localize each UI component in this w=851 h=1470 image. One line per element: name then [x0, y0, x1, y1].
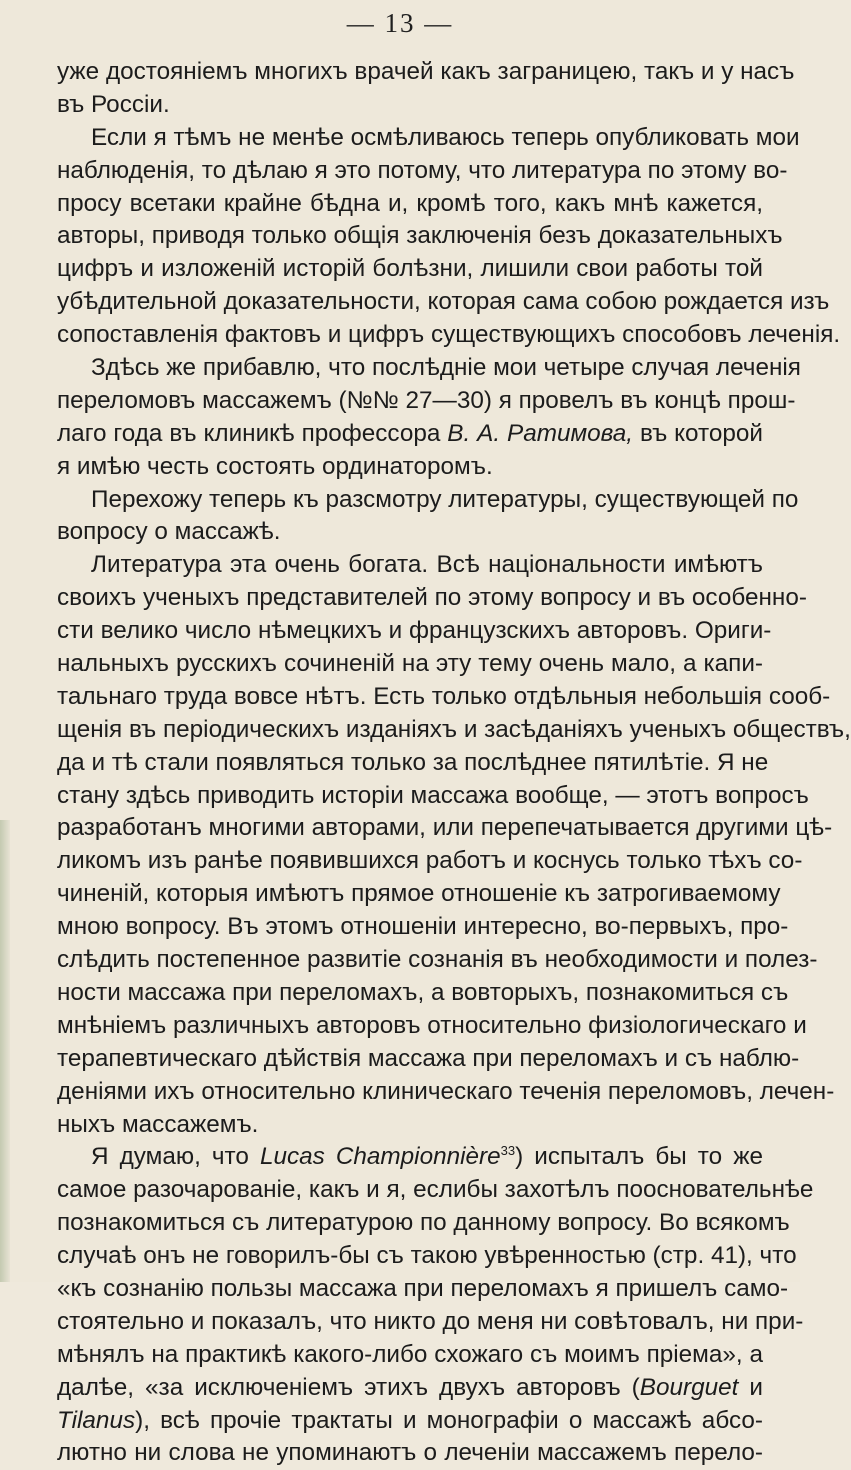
- text-line: Здѣсь же прибавлю, что послѣдніе мои четыре случая леченія: [91, 354, 801, 382]
- text-line: лютно ни слова не упоминаютъ о леченіи массажемъ перело-: [57, 1439, 763, 1467]
- text-line: щенія въ періодическихъ изданіяхъ и засѣданіяхъ ученыхъ обществъ,: [57, 715, 851, 743]
- text-line: терапевтическаго дѣйствія массажа при переломахъ и съ наблю-: [57, 1044, 800, 1072]
- text-line: Если я тѣмъ не менѣе осмѣливаюсь теперь опубликовать мои: [91, 123, 800, 151]
- text-line: мнѣніемъ различныхъ авторовъ относительно физіологическаго и: [57, 1011, 807, 1039]
- text-line: случаѣ онъ не говорилъ-бы съ такою увѣренностью (стр. 41), что: [57, 1242, 797, 1270]
- text-line: ликомъ изъ ранѣе появившихся работъ и коснусь только тѣхъ со-: [57, 847, 803, 875]
- italic-name: В. А. Ратимова,: [447, 419, 634, 447]
- text-segment: далѣе, «за исключеніемъ этихъ двухъ авторовъ (: [57, 1373, 640, 1401]
- text-line: стану здѣсь приводить исторіи массажа вообще, — этотъ вопросъ: [57, 781, 809, 809]
- text-line: наблюденія, то дѣлаю я это потому, что литература по этому во-: [57, 156, 788, 184]
- text-line: [57, 1405, 763, 1438]
- text-line: чиненій, которыя имѣютъ прямое отношеніе къ затрогиваемому: [57, 880, 781, 908]
- text-line: ныхъ массажемъ.: [57, 1110, 259, 1138]
- footnote-ref: 33: [500, 1143, 516, 1159]
- text-line: сопоставленія фактовъ и цифръ существующихъ способовъ леченія.: [57, 321, 841, 349]
- text-line: ности массажа при переломахъ, а вовторыхъ, познакомиться съ: [57, 978, 789, 1006]
- text-line: переломовъ массажемъ (№№ 27—30) я провелъ въ концѣ прош-: [57, 386, 796, 414]
- text-line: деніями ихъ относительно клиническаго теченія переломовъ, лечен-: [57, 1077, 835, 1105]
- text-line: я имѣю честь состоять ординаторомъ.: [57, 452, 493, 480]
- text-line: своихъ ученыхъ представителей по этому вопросу и въ особенно-: [57, 584, 807, 612]
- text-line: стоятельно и показалъ, что никто до меня ни совѣтовалъ, ни при-: [57, 1307, 804, 1335]
- text-line: [57, 1141, 763, 1174]
- text-line: мѣнялъ на практикѣ какого-либо схожаго съ моимъ пріема», а: [57, 1340, 763, 1368]
- text-line: вопросу о массажѣ.: [57, 518, 281, 546]
- text-segment: лаго года въ клиникѣ профессора: [57, 419, 448, 447]
- text-segment: въ которой: [633, 419, 763, 447]
- text-line: цифръ и изложеній исторій болѣзни, лишили свои работы той: [57, 255, 763, 283]
- text-line: Литература эта очень богата. Всѣ національности имѣютъ: [91, 551, 763, 579]
- text-line: «къ сознанію пользы массажа при переломахъ я пришелъ само-: [57, 1274, 789, 1302]
- italic-name: Bourguet: [639, 1373, 739, 1401]
- text-line: [57, 418, 763, 451]
- text-line: Перехожу теперь къ разсмотру литературы, существующей по: [91, 485, 799, 513]
- text-line: познакомиться съ литературою по данному вопросу. Во всякомъ: [57, 1209, 790, 1237]
- text-line: уже достояніемъ многихъ врачей какъ заграницею, такъ и у насъ: [57, 58, 795, 85]
- text-line: въ Россіи.: [57, 90, 170, 118]
- text-line: убѣдительной доказательности, которая сама собою рождается изъ: [57, 288, 830, 316]
- text-line: да и тѣ стали появляться только за послѣднее пятилѣтіе. Я не: [57, 748, 769, 776]
- page-edge-shadow: [0, 820, 10, 1282]
- text-segment: ) испыталъ бы то же: [515, 1143, 763, 1171]
- text-segment: и: [738, 1373, 763, 1401]
- text-line: нальныхъ русскихъ сочиненій на эту тему очень мало, а капи-: [57, 650, 763, 678]
- text-line: [57, 1372, 763, 1405]
- text-line: разработанъ многими авторами, или перепечатывается другими цѣ-: [57, 814, 833, 842]
- italic-name: Lucas Championnière: [259, 1143, 501, 1171]
- text-segment: Я думаю, что: [91, 1143, 260, 1171]
- text-line: мною вопросу. Въ этомъ отношеніи интересно, во-первыхъ, про-: [57, 913, 789, 941]
- text-line: просу всетаки крайне бѣдна и, кромѣ того, какъ мнѣ кажется,: [57, 189, 763, 217]
- italic-name: Tilanus: [57, 1406, 136, 1434]
- text-line: самое разочарованіе, какъ и я, еслибы захотѣлъ поосновательнѣе: [57, 1176, 814, 1204]
- page-number: — 13 —: [346, 8, 454, 38]
- text-line: сти велико число нѣмецкихъ и французскихъ авторовъ. Ориги-: [57, 617, 772, 645]
- text-line: тальнаго труда вовсе нѣтъ. Есть только отдѣльныя небольшія сооб-: [57, 682, 831, 710]
- body-text: [57, 56, 851, 1470]
- text-line: слѣдить постепенное развитіе сознанія въ необходимости и полез-: [57, 946, 818, 974]
- text-line: авторы, приводя только общія заключенія безъ доказательныхъ: [57, 222, 783, 250]
- text-segment: ), всѣ прочіе трактаты и монографіи о массажѣ абсо-: [135, 1406, 763, 1434]
